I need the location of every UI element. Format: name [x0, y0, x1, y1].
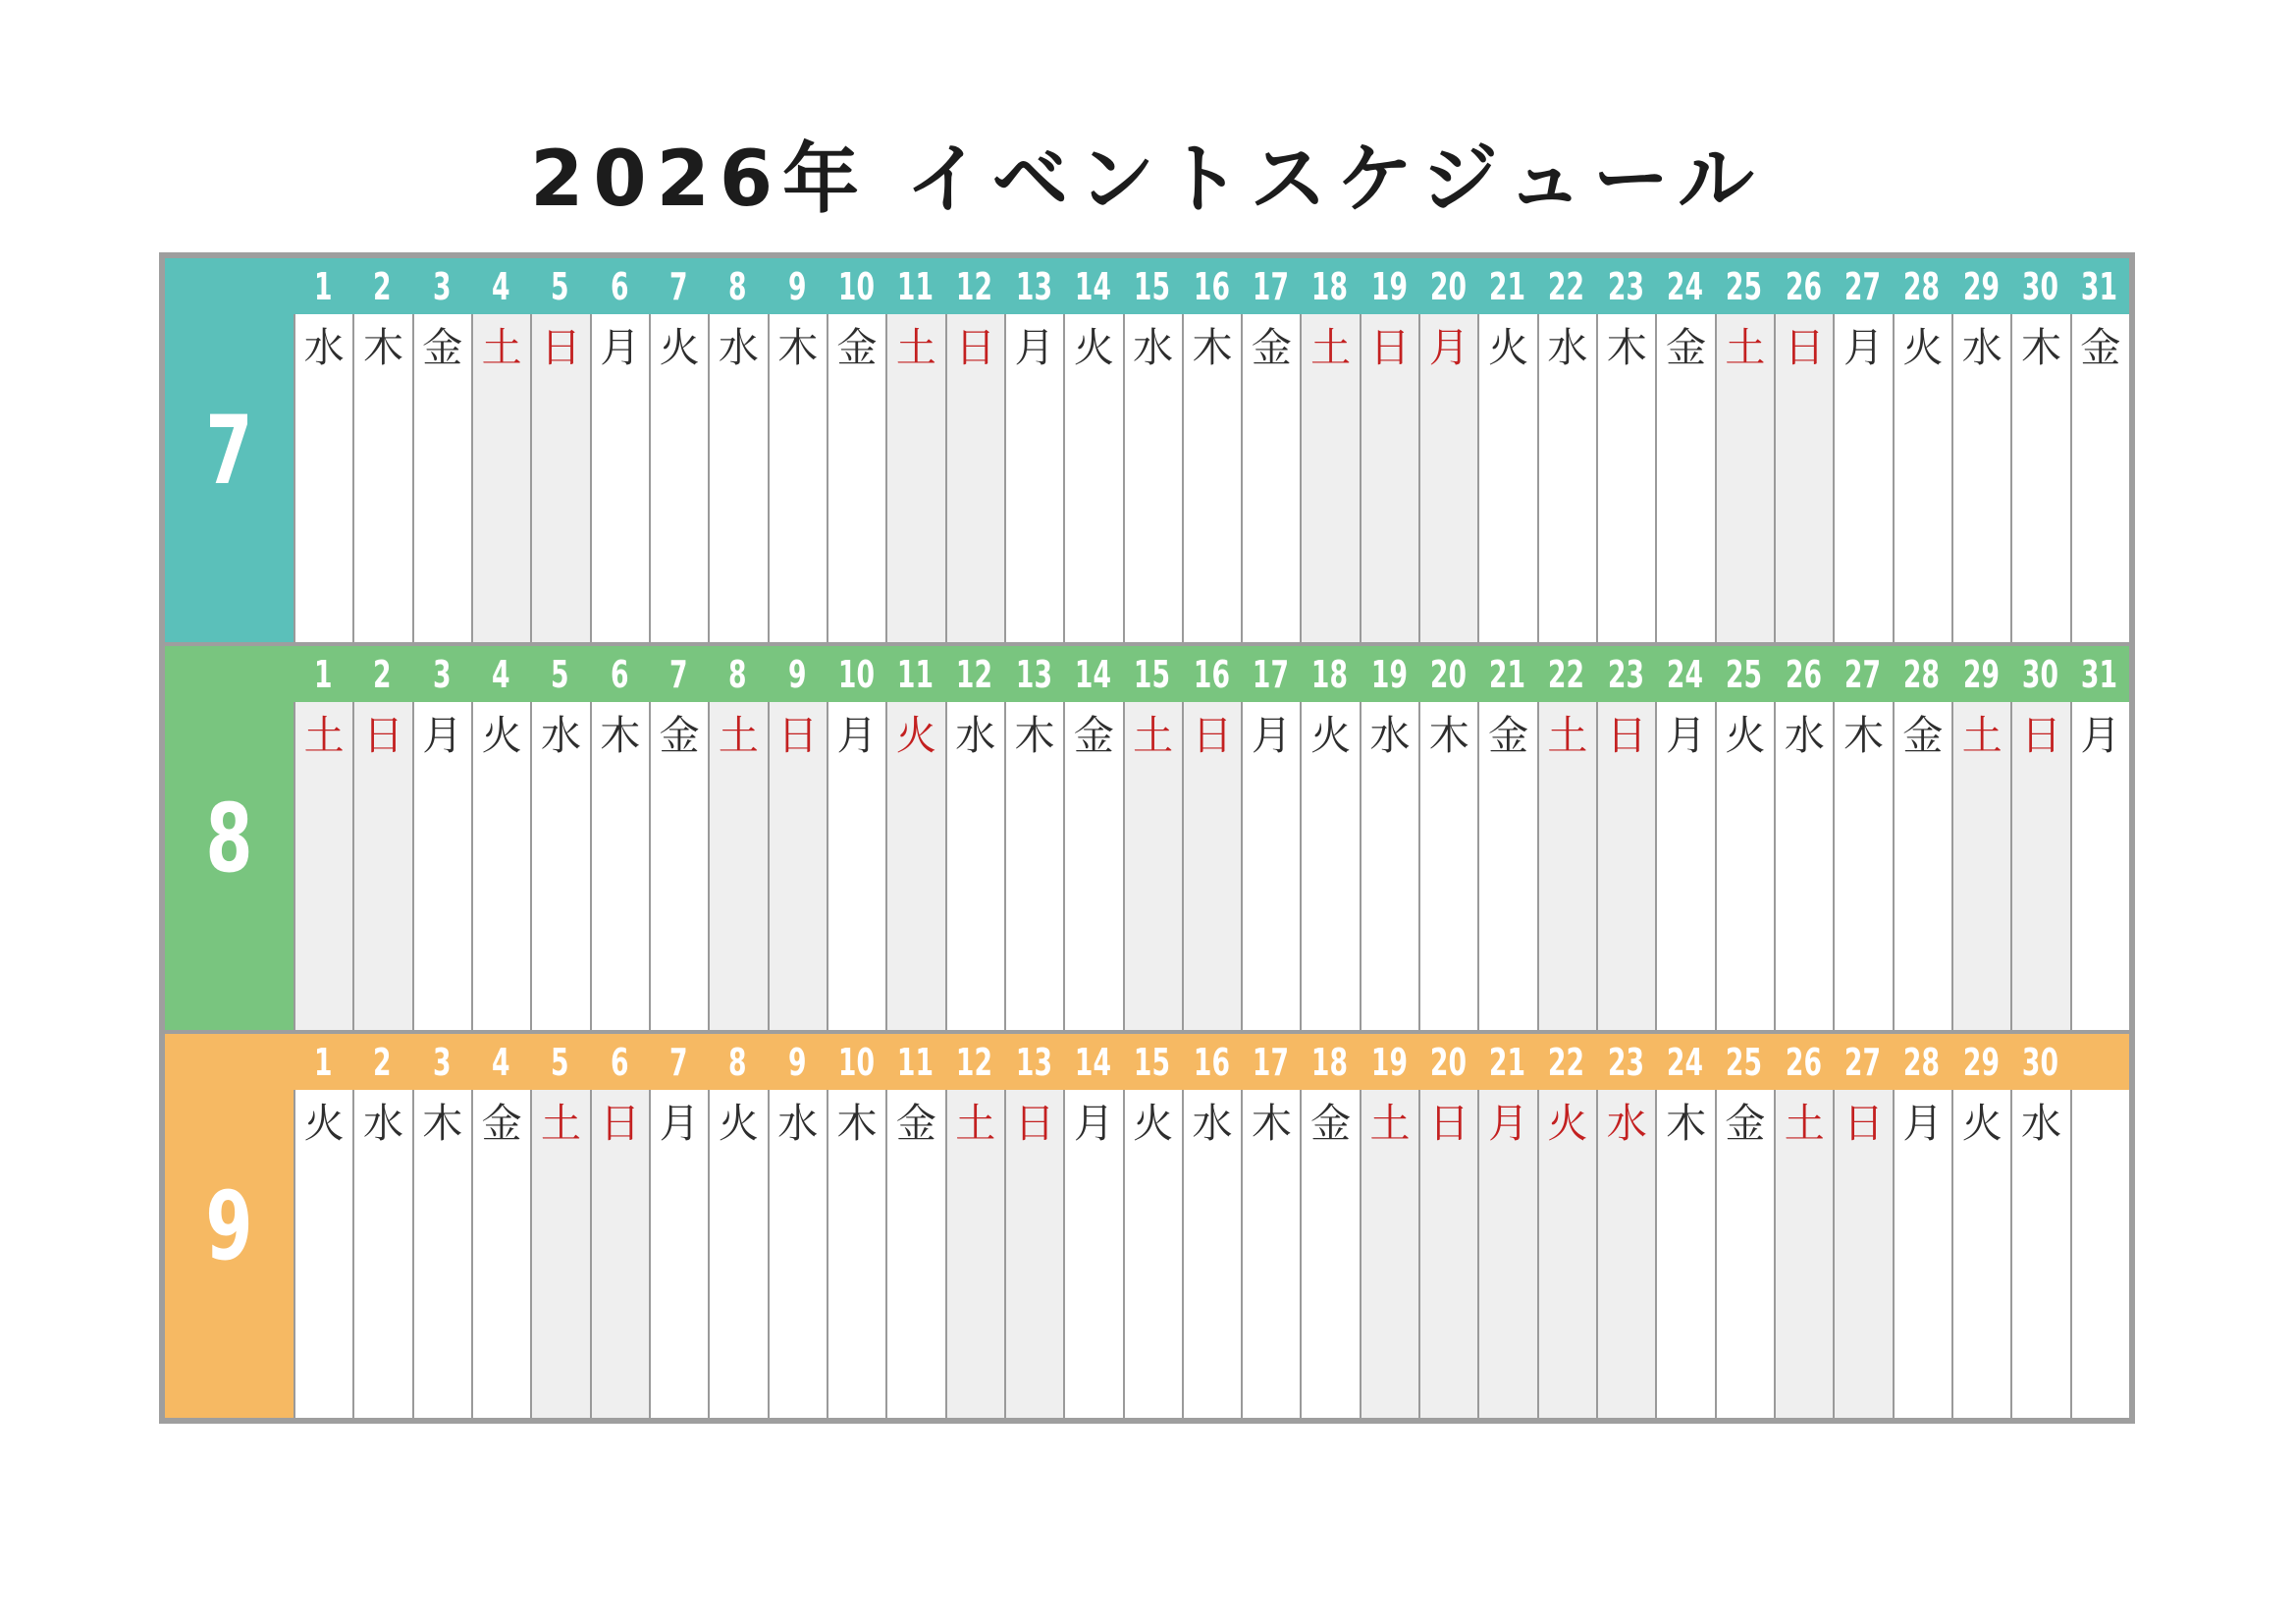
weekday-label: 土 [1547, 712, 1588, 759]
day-number: 28 [1903, 1040, 1941, 1084]
weekday-label: 水 [1192, 1100, 1233, 1147]
month-body [294, 258, 2129, 642]
day-number: 24 [1667, 1040, 1704, 1084]
day-number: 2 [373, 652, 392, 696]
weekday-label: 火 [1902, 324, 1944, 371]
day-cell [2070, 702, 2129, 1030]
weekday-label: 火 [718, 1100, 759, 1147]
day-number: 30 [2021, 1040, 2059, 1084]
weekday-label: 日 [1014, 1100, 1055, 1147]
day-number: 29 [1962, 264, 2000, 308]
weekday-label: 火 [1073, 324, 1114, 371]
weekday-label: 金 [1310, 1100, 1352, 1147]
day-number: 16 [1193, 652, 1230, 696]
day-number: 17 [1252, 264, 1289, 308]
day-number: 27 [1844, 264, 1882, 308]
weekday-label: 金 [1725, 1100, 1766, 1147]
weekday-label: 水 [1369, 712, 1411, 759]
day-cell [1360, 702, 1418, 1030]
day-number: 28 [1903, 652, 1941, 696]
day-cell [1537, 702, 1596, 1030]
day-cell [1893, 1090, 1951, 1418]
weekday-label: 日 [1428, 1100, 1469, 1147]
day-cell [352, 314, 411, 642]
day-cell [1537, 314, 1596, 642]
day-number: 20 [1429, 652, 1467, 696]
day-cell [1418, 702, 1477, 1030]
weekday-label: 日 [1369, 324, 1411, 371]
day-cell [1418, 314, 1477, 642]
day-number: 13 [1015, 1040, 1052, 1084]
weekday-label: 火 [1488, 324, 1529, 371]
day-cell [2010, 1090, 2069, 1418]
day-cell [1241, 314, 1300, 642]
day-cell [412, 1090, 471, 1418]
weekday-label: 火 [303, 1100, 345, 1147]
day-number: 8 [728, 1040, 747, 1084]
weekday-label: 土 [1369, 1100, 1411, 1147]
day-cell [1123, 702, 1182, 1030]
day-number: 16 [1193, 1040, 1230, 1084]
day-number: 19 [1370, 264, 1408, 308]
weekday-label: 水 [1606, 1100, 1647, 1147]
day-cell [2070, 314, 2129, 642]
day-number: 10 [837, 264, 875, 308]
weekday-label: 水 [1784, 712, 1825, 759]
weekday-label: 日 [1606, 712, 1647, 759]
day-cell [1951, 702, 2010, 1030]
weekday-label: 日 [2021, 712, 2061, 759]
day-cell [1833, 1090, 1892, 1418]
month-number: 9 [205, 1170, 253, 1281]
weekday-label: 日 [777, 712, 819, 759]
day-number: 28 [1903, 264, 1941, 308]
day-cell [294, 702, 352, 1030]
day-cell [471, 314, 530, 642]
day-cell [1182, 1090, 1241, 1418]
weekday-label: 月 [1251, 712, 1292, 759]
weekday-label: 月 [600, 324, 641, 371]
weekday-label: 日 [1192, 712, 1233, 759]
day-cell [1004, 1090, 1063, 1418]
weekday-label: 火 [1310, 712, 1352, 759]
weekday-label: 月 [1902, 1100, 1944, 1147]
month-block [165, 258, 294, 642]
day-cell [352, 702, 411, 1030]
weekday-label: 金 [481, 1100, 522, 1147]
weekday-label: 月 [1073, 1100, 1114, 1147]
weekday-label: 金 [895, 1100, 936, 1147]
weekday-label: 日 [540, 324, 581, 371]
day-cell [1300, 702, 1359, 1030]
day-cell [885, 702, 944, 1030]
day-number: 4 [491, 264, 510, 308]
weekday-label: 木 [422, 1100, 463, 1147]
weekday-label: 土 [540, 1100, 581, 1147]
weekday-label: 土 [481, 324, 522, 371]
weekday-label: 火 [1961, 1100, 2002, 1147]
day-number [2070, 1034, 2129, 1090]
day-cell [768, 702, 827, 1030]
day-cell [649, 702, 708, 1030]
day-number: 8 [728, 264, 747, 308]
day-number: 27 [1844, 652, 1882, 696]
day-cell [1004, 702, 1063, 1030]
day-number: 11 [896, 652, 934, 696]
day-cell [1715, 1090, 1774, 1418]
day-cell [471, 702, 530, 1030]
day-number: 23 [1607, 652, 1644, 696]
weekday-label: 水 [1133, 324, 1174, 371]
weekday-label: 月 [836, 712, 878, 759]
day-number: 22 [1548, 1040, 1585, 1084]
day-number: 11 [896, 1040, 934, 1084]
weekday-label: 火 [895, 712, 936, 759]
day-number: 8 [728, 652, 747, 696]
day-number: 14 [1074, 1040, 1111, 1084]
day-cell [352, 1090, 411, 1418]
day-number: 22 [1548, 264, 1585, 308]
day-cells-grid [294, 314, 2129, 642]
day-number: 29 [1962, 652, 2000, 696]
day-cell [412, 314, 471, 642]
day-cell [1596, 702, 1655, 1030]
weekday-label: 日 [1784, 324, 1825, 371]
day-number: 6 [610, 652, 629, 696]
weekday-label: 木 [362, 324, 403, 371]
day-number: 9 [787, 264, 806, 308]
weekday-label: 水 [540, 712, 581, 759]
day-cell [649, 1090, 708, 1418]
day-number: 1 [313, 1040, 333, 1084]
day-number: 11 [896, 264, 934, 308]
day-number: 9 [787, 652, 806, 696]
weekday-label: 金 [1902, 712, 1944, 759]
day-number: 21 [1489, 264, 1526, 308]
day-cell [530, 314, 589, 642]
day-number: 3 [432, 652, 452, 696]
day-cell [768, 314, 827, 642]
weekday-label: 金 [659, 712, 700, 759]
weekday-label: 水 [955, 712, 996, 759]
weekday-label: 木 [777, 324, 819, 371]
weekday-label: 日 [955, 324, 996, 371]
weekday-label: 水 [2021, 1100, 2061, 1147]
day-number: 1 [313, 652, 333, 696]
day-number: 15 [1134, 652, 1171, 696]
day-number: 27 [1844, 1040, 1882, 1084]
day-cell [945, 1090, 1004, 1418]
day-cell [1951, 314, 2010, 642]
day-number: 25 [1726, 652, 1763, 696]
day-cell [1774, 1090, 1833, 1418]
day-number-header [294, 646, 2129, 702]
weekday-label: 土 [1310, 324, 1352, 371]
weekday-label: 火 [659, 324, 700, 371]
day-number: 29 [1962, 1040, 2000, 1084]
day-cell [1123, 314, 1182, 642]
day-cell [1182, 314, 1241, 642]
day-cell [708, 1090, 767, 1418]
weekday-label: 金 [2080, 324, 2121, 371]
weekday-label: 金 [836, 324, 878, 371]
weekday-label: 月 [1488, 1100, 1529, 1147]
weekday-label: 月 [2080, 712, 2121, 759]
day-number: 21 [1489, 1040, 1526, 1084]
day-number: 14 [1074, 652, 1111, 696]
day-cell [1063, 314, 1122, 642]
weekday-label: 金 [1488, 712, 1529, 759]
day-number: 7 [668, 1040, 688, 1084]
month-row-july [165, 258, 2129, 642]
weekday-label: 火 [1725, 712, 1766, 759]
month-number: 8 [205, 783, 253, 893]
month-body [294, 646, 2129, 1030]
month-block [165, 646, 294, 1030]
day-number: 23 [1607, 264, 1644, 308]
day-cell [1833, 702, 1892, 1030]
month-number: 7 [205, 395, 253, 506]
weekday-label: 月 [422, 712, 463, 759]
weekday-label: 月 [1428, 324, 1469, 371]
day-cell [530, 1090, 589, 1418]
day-number: 18 [1311, 264, 1349, 308]
day-cell [1655, 314, 1714, 642]
weekday-label: 土 [895, 324, 936, 371]
day-number: 12 [956, 652, 993, 696]
day-cell [649, 314, 708, 642]
day-number: 24 [1667, 264, 1704, 308]
day-number: 17 [1252, 1040, 1289, 1084]
day-cell [1360, 314, 1418, 642]
day-number: 31 [2081, 652, 2118, 696]
day-number: 26 [1785, 264, 1822, 308]
day-cell [1715, 702, 1774, 1030]
weekday-label: 水 [777, 1100, 819, 1147]
day-cell [1951, 1090, 2010, 1418]
day-number: 7 [668, 652, 688, 696]
day-cell [1893, 314, 1951, 642]
day-number-header [294, 1034, 2129, 1090]
day-number: 5 [551, 1040, 569, 1084]
day-number: 4 [491, 1040, 510, 1084]
day-number: 18 [1311, 652, 1349, 696]
day-cell [1477, 314, 1536, 642]
day-number: 7 [668, 264, 688, 308]
day-number: 19 [1370, 652, 1408, 696]
day-cell [1477, 702, 1536, 1030]
day-number: 2 [373, 264, 392, 308]
weekday-label: 土 [303, 712, 345, 759]
day-number: 2 [373, 1040, 392, 1084]
weekday-label: 土 [718, 712, 759, 759]
weekday-label: 金 [1251, 324, 1292, 371]
month-row-august [165, 646, 2129, 1030]
day-number: 6 [610, 264, 629, 308]
day-number: 31 [2081, 264, 2118, 308]
weekday-label: 土 [1961, 712, 2002, 759]
day-cell [2010, 314, 2069, 642]
weekday-label: 木 [1843, 712, 1885, 759]
weekday-label: 日 [1843, 1100, 1885, 1147]
day-number: 5 [551, 264, 569, 308]
day-cell [827, 1090, 885, 1418]
day-number: 26 [1785, 1040, 1822, 1084]
day-cell [412, 702, 471, 1030]
day-cell [1715, 314, 1774, 642]
day-number: 23 [1607, 1040, 1644, 1084]
month-block [165, 1034, 294, 1418]
day-number: 10 [837, 652, 875, 696]
day-number-header [294, 258, 2129, 314]
weekday-label: 月 [1843, 324, 1885, 371]
weekday-label: 木 [600, 712, 641, 759]
day-number: 13 [1015, 652, 1052, 696]
day-cell [294, 1090, 352, 1418]
weekday-label: 木 [1666, 1100, 1707, 1147]
weekday-label: 土 [1725, 324, 1766, 371]
day-number: 19 [1370, 1040, 1408, 1084]
weekday-label: 金 [1666, 324, 1707, 371]
page-title: 2026年 イベントスケジュール [530, 135, 1764, 224]
day-number: 30 [2021, 264, 2059, 308]
day-cell [945, 314, 1004, 642]
month-row-september [165, 1034, 2129, 1418]
weekday-label: 金 [1073, 712, 1114, 759]
day-cell [1241, 1090, 1300, 1418]
day-cell [2010, 702, 2069, 1030]
day-cell [1655, 702, 1714, 1030]
day-number: 9 [787, 1040, 806, 1084]
weekday-label: 木 [2021, 324, 2061, 371]
day-cell [1360, 1090, 1418, 1418]
day-cell [1893, 702, 1951, 1030]
weekday-label: 土 [955, 1100, 996, 1147]
weekday-label: 木 [1428, 712, 1469, 759]
day-cell [1063, 1090, 1122, 1418]
day-cell [945, 702, 1004, 1030]
day-cell [1241, 702, 1300, 1030]
day-number: 13 [1015, 264, 1052, 308]
weekday-label: 木 [1606, 324, 1647, 371]
day-number: 21 [1489, 652, 1526, 696]
weekday-label: 木 [836, 1100, 878, 1147]
weekday-label: 木 [1014, 712, 1055, 759]
day-cell [1833, 314, 1892, 642]
day-cell [1063, 702, 1122, 1030]
day-cells-grid [294, 1090, 2129, 1418]
calendar-table [159, 252, 2135, 1424]
weekday-label: 月 [1666, 712, 1707, 759]
weekday-label: 月 [1014, 324, 1055, 371]
day-cell [768, 1090, 827, 1418]
day-number: 6 [610, 1040, 629, 1084]
day-cell [1123, 1090, 1182, 1418]
day-cell [2070, 1090, 2129, 1418]
day-cell [294, 314, 352, 642]
day-number: 15 [1134, 264, 1171, 308]
day-cell [1300, 314, 1359, 642]
day-number: 4 [491, 652, 510, 696]
weekday-label: 月 [659, 1100, 700, 1147]
weekday-label: 水 [1547, 324, 1588, 371]
day-number: 22 [1548, 652, 1585, 696]
day-number: 20 [1429, 264, 1467, 308]
weekday-label: 金 [422, 324, 463, 371]
weekday-label: 木 [1192, 324, 1233, 371]
day-cell [1004, 314, 1063, 642]
day-number: 16 [1193, 264, 1230, 308]
weekday-label: 木 [1251, 1100, 1292, 1147]
day-number: 1 [313, 264, 333, 308]
day-cell [590, 702, 649, 1030]
weekday-label: 日 [600, 1100, 641, 1147]
day-cell [885, 1090, 944, 1418]
day-cell [1182, 702, 1241, 1030]
weekday-label: 火 [1547, 1100, 1588, 1147]
day-number: 25 [1726, 264, 1763, 308]
day-number: 15 [1134, 1040, 1171, 1084]
day-cell [1596, 314, 1655, 642]
weekday-label: 火 [1133, 1100, 1174, 1147]
day-cell [590, 1090, 649, 1418]
day-cell [1774, 314, 1833, 642]
day-number: 5 [551, 652, 569, 696]
day-cells-grid [294, 702, 2129, 1030]
day-number: 14 [1074, 264, 1111, 308]
day-cell [1655, 1090, 1714, 1418]
weekday-label: 火 [481, 712, 522, 759]
day-number: 30 [2021, 652, 2059, 696]
day-cell [471, 1090, 530, 1418]
day-cell [708, 314, 767, 642]
day-cell [1774, 702, 1833, 1030]
month-body [294, 1034, 2129, 1418]
day-number: 24 [1667, 652, 1704, 696]
day-number: 17 [1252, 652, 1289, 696]
day-cell [827, 314, 885, 642]
day-cell [1477, 1090, 1536, 1418]
weekday-label: 土 [1784, 1100, 1825, 1147]
day-cell [530, 702, 589, 1030]
day-number: 12 [956, 264, 993, 308]
day-number: 20 [1429, 1040, 1467, 1084]
weekday-label: 日 [362, 712, 403, 759]
day-cell [1537, 1090, 1596, 1418]
day-number: 25 [1726, 1040, 1763, 1084]
day-number: 3 [432, 264, 452, 308]
day-number: 26 [1785, 652, 1822, 696]
day-number: 3 [432, 1040, 452, 1084]
weekday-label: 水 [1961, 324, 2002, 371]
day-cell [885, 314, 944, 642]
day-cell [1300, 1090, 1359, 1418]
day-cell [1596, 1090, 1655, 1418]
weekday-label: 水 [362, 1100, 403, 1147]
day-number: 18 [1311, 1040, 1349, 1084]
weekday-label: 水 [303, 324, 345, 371]
day-cell [1418, 1090, 1477, 1418]
day-number: 10 [837, 1040, 875, 1084]
day-cell [827, 702, 885, 1030]
day-cell [590, 314, 649, 642]
day-cell [708, 702, 767, 1030]
day-number: 12 [956, 1040, 993, 1084]
weekday-label: 水 [718, 324, 759, 371]
weekday-label: 土 [1133, 712, 1174, 759]
